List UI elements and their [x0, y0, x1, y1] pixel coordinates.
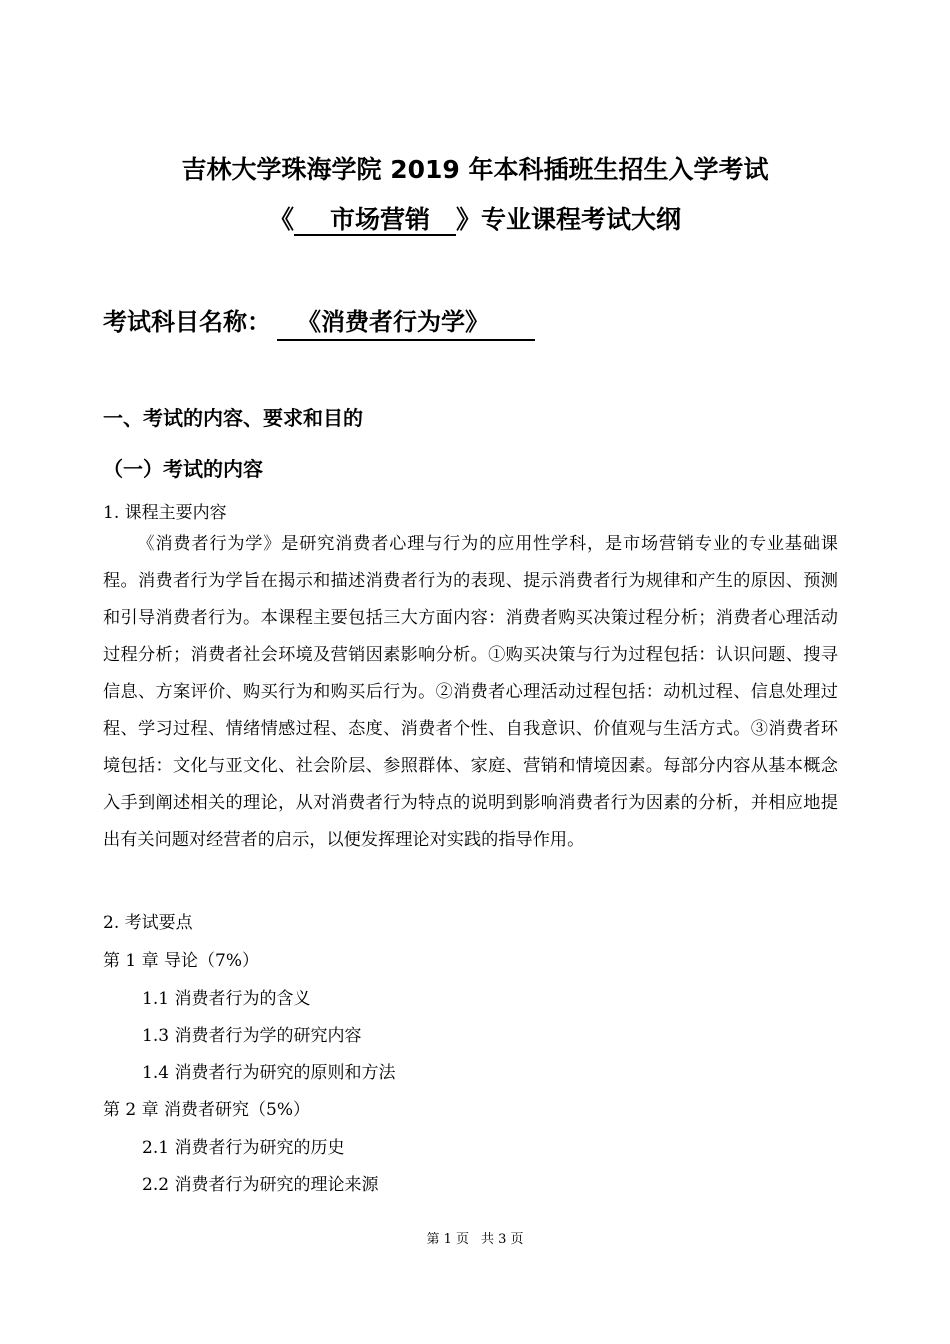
- item-title-course-content: 1. 课程主要内容: [103, 503, 227, 523]
- title-open-bracket: 《: [268, 205, 294, 234]
- chapter-section: 1.1 消费者行为的含义: [142, 989, 311, 1009]
- title-suffix: 》专业课程考试大纲: [456, 205, 682, 234]
- exam-subject-label: 考试科目名称：: [103, 308, 271, 336]
- section-heading: 一、考试的内容、要求和目的: [103, 406, 363, 430]
- title-major-name: 市场营销: [294, 206, 456, 236]
- chapter-section: 2.2 消费者行为研究的理论来源: [142, 1175, 379, 1195]
- page-number-current: 第 1 页: [426, 1232, 469, 1247]
- page-number-total: 共 3 页: [481, 1232, 524, 1247]
- chapter-section: 1.3 消费者行为学的研究内容: [142, 1026, 362, 1046]
- chapter-section: 1.4 消费者行为研究的原则和方法: [142, 1063, 396, 1083]
- document-title-line1: 吉林大学珠海学院 2019 年本科插班生招生入学考试: [181, 155, 769, 184]
- exam-subject: [103, 302, 535, 341]
- document-title-line2: [0, 200, 950, 236]
- item-title-exam-points: 2. 考试要点: [103, 913, 193, 933]
- course-content-paragraph: 《消费者行为学》是研究消费者心理与行为的应用性学科，是市场营销专业的专业基础课程。消费者行为学旨在揭示和描述消费者行为的表现、提示消费者行为规律和产生的原因、预测和引导消费者行为。本课程主要包括三大方面内容：消费者购买决策过程分析；消费者心理活动过程分析；消费者社会环境及营销因素影响分析。①购买决策与行为过程包括：认识问题、搜寻信息、方案评价、购买行为和购买后行为。②消费者心理活动过程包括：动机过程、信息处理过程、学习过程、情绪情感过程、态度、消费者个性、自我意识、价值观与生活方式。③消费者环境包括：文化与亚文化、社会阶层、参照群体、家庭、营销和情境因素。每部分内容从基本概念入手到阐述相关的理论，从对消费者行为特点的说明到影响消费者行为因素的分析，并相应地提出有关问题对经营者的启示，以便发挥理论对实践的指导作用。: [103, 534, 838, 850]
- exam-subject-value: 《消费者行为学》: [277, 302, 535, 341]
- chapter-title: 第 1 章 导论（7%）: [103, 951, 259, 971]
- subsection-heading: （一）考试的内容: [103, 457, 263, 481]
- chapter-section: 2.1 消费者行为研究的历史: [142, 1138, 345, 1158]
- page-footer: [0, 1228, 950, 1247]
- chapter-title: 第 2 章 消费者研究（5%）: [103, 1100, 310, 1120]
